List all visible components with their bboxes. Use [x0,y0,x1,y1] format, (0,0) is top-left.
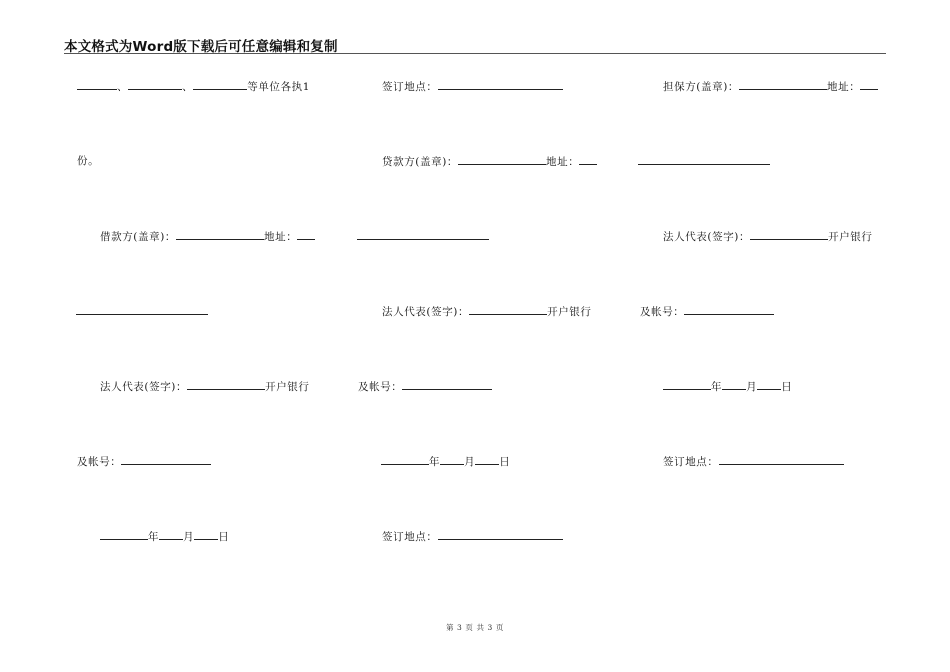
portion-text: 份。 [77,155,100,167]
month-label: 月 [183,531,195,543]
units-copies-line: 、 、 等单位各执1 [77,79,310,94]
legal-rep-label: 法人代表(签字)： [663,231,751,243]
borrower-label: 借款方(盖章)： [100,231,176,243]
date-line-3 [100,529,229,544]
date-line-1 [663,379,792,394]
day-label: 日 [781,381,793,393]
borrower-line [100,229,315,244]
account-label: 及帐号： [358,381,403,393]
account-label: 及帐号： [640,306,685,318]
units-copies-text: 等单位各执1 [247,81,310,93]
account-label: 及帐号： [77,456,122,468]
guarantor-label: 担保方(盖章)： [663,81,739,93]
month-label: 月 [464,456,476,468]
sign-place-label: 签订地点： [663,456,719,468]
account-line-1 [640,304,774,319]
header-title: 本文格式为Word版下载后可任意编辑和复制 [64,39,338,55]
year-label: 年 [711,381,723,393]
lender-label: 贷款方(盖章)： [382,156,458,168]
year-label: 年 [429,456,441,468]
date-line-2 [381,454,510,469]
lender-line [382,154,597,169]
bank-label: 开户银行 [547,306,592,318]
day-label: 日 [499,456,511,468]
bank-label: 开户银行 [828,231,873,243]
month-label: 月 [746,381,758,393]
legal-rep-label: 法人代表(签字)： [382,306,470,318]
legal-rep-line-2 [382,304,592,319]
page-number: 第 3 页 共 3 页 [445,623,505,632]
account-line-2 [358,379,492,394]
blank-line [357,229,489,244]
address-label: 地址： [827,81,861,93]
legal-rep-line-3 [100,379,310,394]
address-label: 地址： [546,156,580,168]
address-label: 地址： [264,231,298,243]
year-label: 年 [148,531,160,543]
legal-rep-label: 法人代表(签字)： [100,381,188,393]
portion-line [77,154,99,168]
legal-rep-line-1 [663,229,873,244]
day-label: 日 [218,531,230,543]
blank-line [76,304,208,319]
page-footer [0,622,950,633]
sign-place-line-1 [382,79,563,94]
sign-place-label: 签订地点： [382,531,438,543]
sign-place-label: 签订地点： [382,81,438,93]
guarantor-line [663,79,878,94]
sign-place-line-3 [382,529,563,544]
sign-place-line-2 [663,454,844,469]
blank-line [638,154,770,169]
account-line-3 [77,454,211,469]
bank-label: 开户银行 [265,381,310,393]
page-header [64,33,886,54]
